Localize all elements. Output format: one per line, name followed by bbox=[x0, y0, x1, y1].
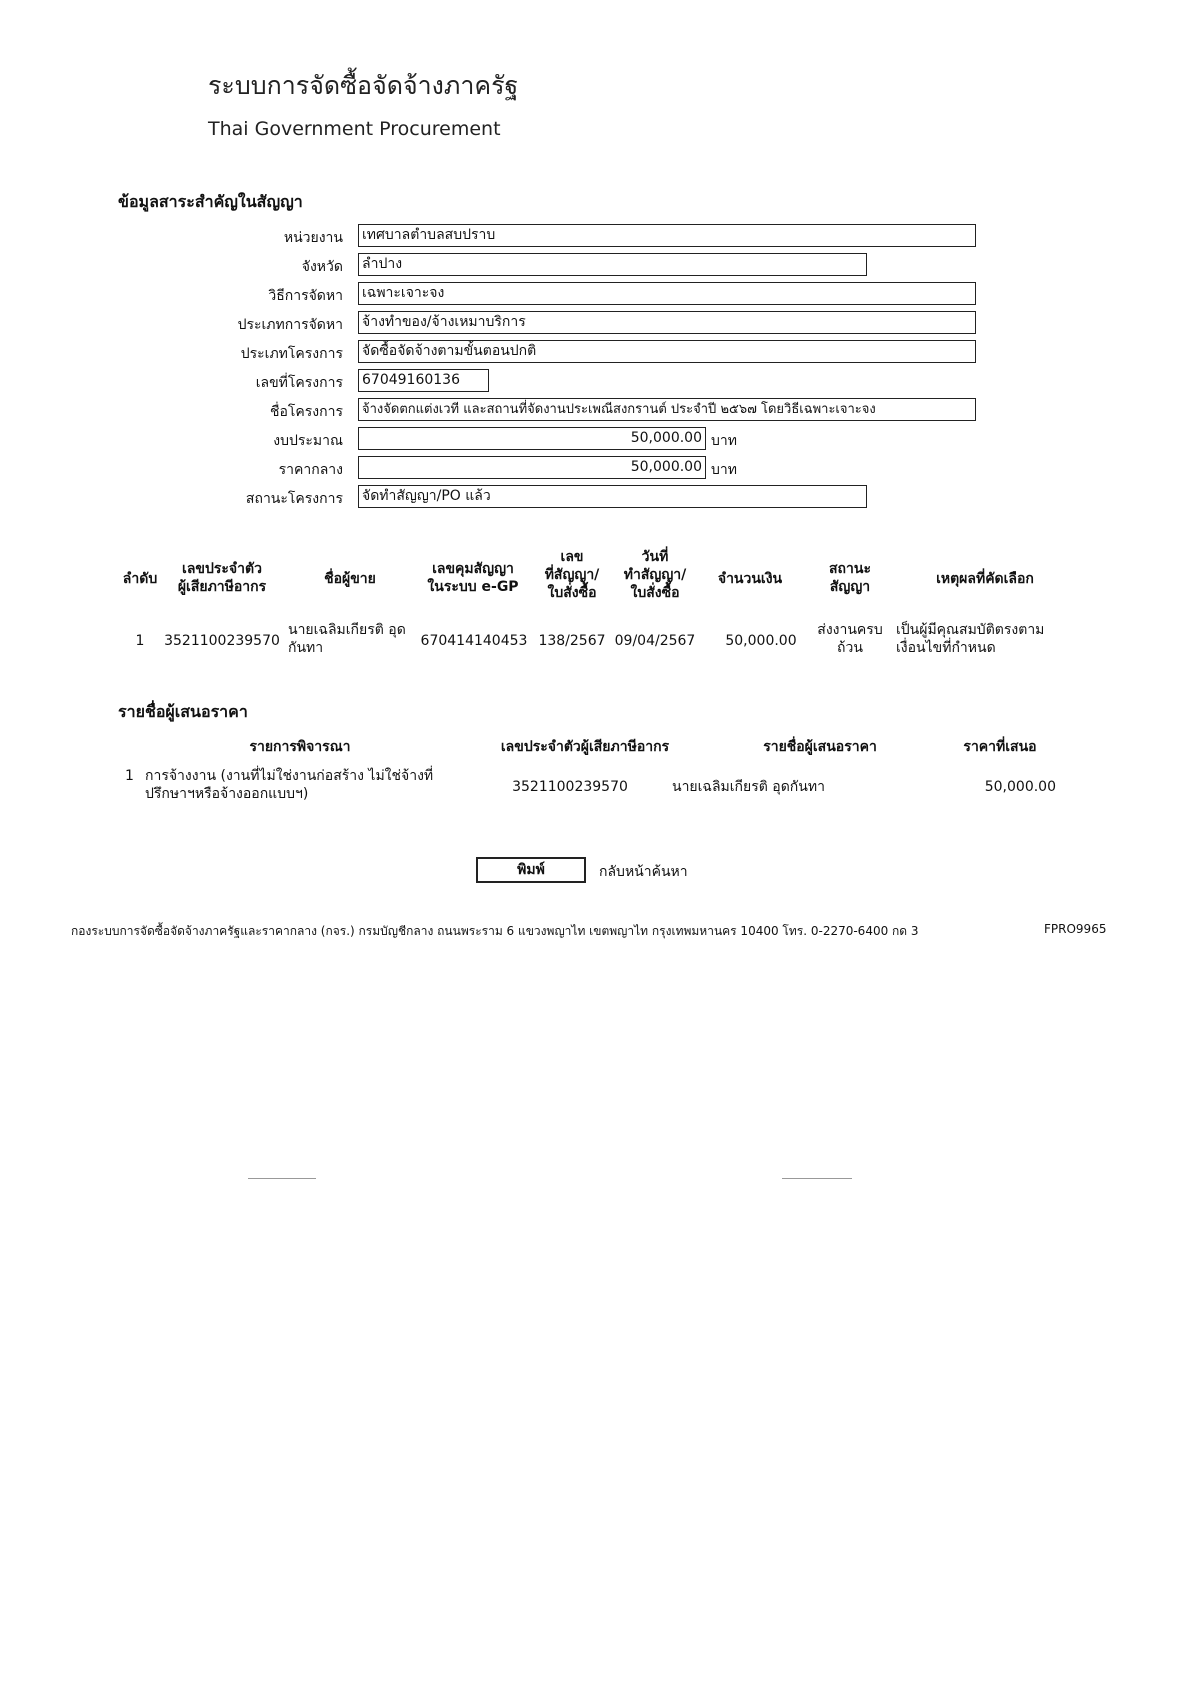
col-header-reason: เหตุผลที่คัดเลือก bbox=[936, 571, 1034, 587]
bidder-name: นายเฉลิมเกียรติ อุดกันทา bbox=[672, 779, 825, 795]
bidders-header-name: รายชื่อผู้เสนอราคา bbox=[763, 739, 877, 755]
row-tax-id: 3521100239570 bbox=[164, 633, 280, 649]
site-subtitle: Thai Government Procurement bbox=[208, 118, 501, 140]
back-to-search-link[interactable]: กลับหน้าค้นหา bbox=[599, 864, 688, 880]
scan-mark bbox=[248, 1178, 316, 1179]
project-status-label: สถานะโครงการ bbox=[245, 491, 343, 507]
row-no: 1 bbox=[135, 633, 145, 649]
row-reason: เป็นผู้มีคุณสมบัติตรงตาม เงื่อนไขที่กำหนด bbox=[896, 622, 1045, 656]
row-contract-no: 138/2567 bbox=[538, 633, 606, 649]
bidder-price: 50,000.00 bbox=[984, 779, 1056, 795]
bidders-header-item: รายการพิจารณา bbox=[249, 739, 351, 755]
project-name-label: ชื่อโครงการ bbox=[269, 404, 343, 420]
province-label: จังหวัด bbox=[301, 259, 343, 275]
site-title: ระบบการจัดซื้อจัดจ้างภาครัฐ bbox=[208, 71, 519, 100]
col-header-amount: จำนวนเงิน bbox=[717, 571, 783, 587]
row-egp: 670414140453 bbox=[420, 633, 528, 649]
budget-field: 50,000.00 bbox=[358, 427, 706, 450]
agency-label: หน่วยงาน bbox=[283, 230, 343, 246]
row-vendor: นายเฉลิมเกียรติ อุด กันทา bbox=[288, 622, 406, 656]
col-header-no: ลำดับ bbox=[122, 571, 158, 587]
col-header-vendor: ชื่อผู้ขาย bbox=[324, 571, 376, 587]
project-type-field: จัดซื้อจัดจ้างตามขั้นตอนปกติ bbox=[358, 340, 976, 363]
procurement-type-field: จ้างทำของ/จ้างเหมาบริการ bbox=[358, 311, 976, 334]
median-price-unit: บาท bbox=[711, 462, 737, 478]
project-number-field: 67049160136 bbox=[358, 369, 489, 392]
project-number-label: เลขที่โครงการ bbox=[255, 375, 343, 391]
project-type-label: ประเภทโครงการ bbox=[240, 346, 343, 362]
footer-address: กองระบบการจัดซื้อจัดจ้างภาครัฐและราคากลาง (กจร.) กรมบัญชีกลาง ถนนพระราม 6 แขวงพญาไท เขตพญาไท กรุงเทพมหานคร 10400 โทร. 0-2270-6400 กด 3 bbox=[71, 924, 919, 938]
row-amount: 50,000.00 bbox=[725, 633, 797, 649]
bidders-header-price: ราคาที่เสนอ bbox=[963, 739, 1037, 755]
budget-label: งบประมาณ bbox=[273, 433, 343, 449]
row-status: ส่งงานครบ ถ้วน bbox=[817, 622, 883, 656]
col-header-tax-id: เลขประจำตัว ผู้เสียภาษีอากร bbox=[177, 561, 267, 595]
agency-field: เทศบาลตำบลสบปราบ bbox=[358, 224, 976, 247]
bidder-item: การจ้างงาน (งานที่ไม่ใช่งานก่อสร้าง ไม่ใช่จ้างที่ ปรึกษาฯหรือจ้างออกแบบฯ) bbox=[145, 768, 434, 802]
footer-code: FPRO9965 bbox=[1044, 922, 1107, 936]
print-button[interactable]: พิมพ์ bbox=[476, 857, 586, 883]
project-status-field: จัดทำสัญญา/PO แล้ว bbox=[358, 485, 867, 508]
bidders-header-tax-id: เลขประจำตัวผู้เสียภาษีอากร bbox=[500, 739, 670, 755]
row-date: 09/04/2567 bbox=[614, 633, 696, 649]
scan-mark bbox=[782, 1178, 852, 1179]
col-header-status: สถานะ สัญญา bbox=[829, 561, 871, 595]
contract-info-heading: ข้อมูลสาระสำคัญในสัญญา bbox=[118, 192, 303, 211]
bidder-no: 1 bbox=[125, 768, 134, 784]
col-header-date: วันที่ ทำสัญญา/ ใบสั่งซื้อ bbox=[623, 549, 687, 601]
median-price-field: 50,000.00 bbox=[358, 456, 706, 479]
project-name-field: จ้างจัดตกแต่งเวที และสถานที่จัดงานประเพณีสงกรานต์ ประจำปี ๒๕๖๗ โดยวิธีเฉพาะเจาะจง bbox=[358, 398, 976, 421]
median-price-label: ราคากลาง bbox=[278, 462, 343, 478]
budget-unit: บาท bbox=[711, 433, 737, 449]
col-header-egp: เลขคุมสัญญา ในระบบ e-GP bbox=[427, 561, 519, 595]
bidders-heading: รายชื่อผู้เสนอราคา bbox=[118, 702, 248, 721]
method-label: วิธีการจัดหา bbox=[268, 288, 343, 304]
bidder-tax-id: 3521100239570 bbox=[512, 779, 628, 795]
col-header-contract-no: เลข ที่สัญญา/ ใบสั่งซื้อ bbox=[544, 549, 600, 601]
method-field: เฉพาะเจาะจง bbox=[358, 282, 976, 305]
procurement-type-label: ประเภทการจัดหา bbox=[237, 317, 343, 333]
province-field: ลำปาง bbox=[358, 253, 867, 276]
